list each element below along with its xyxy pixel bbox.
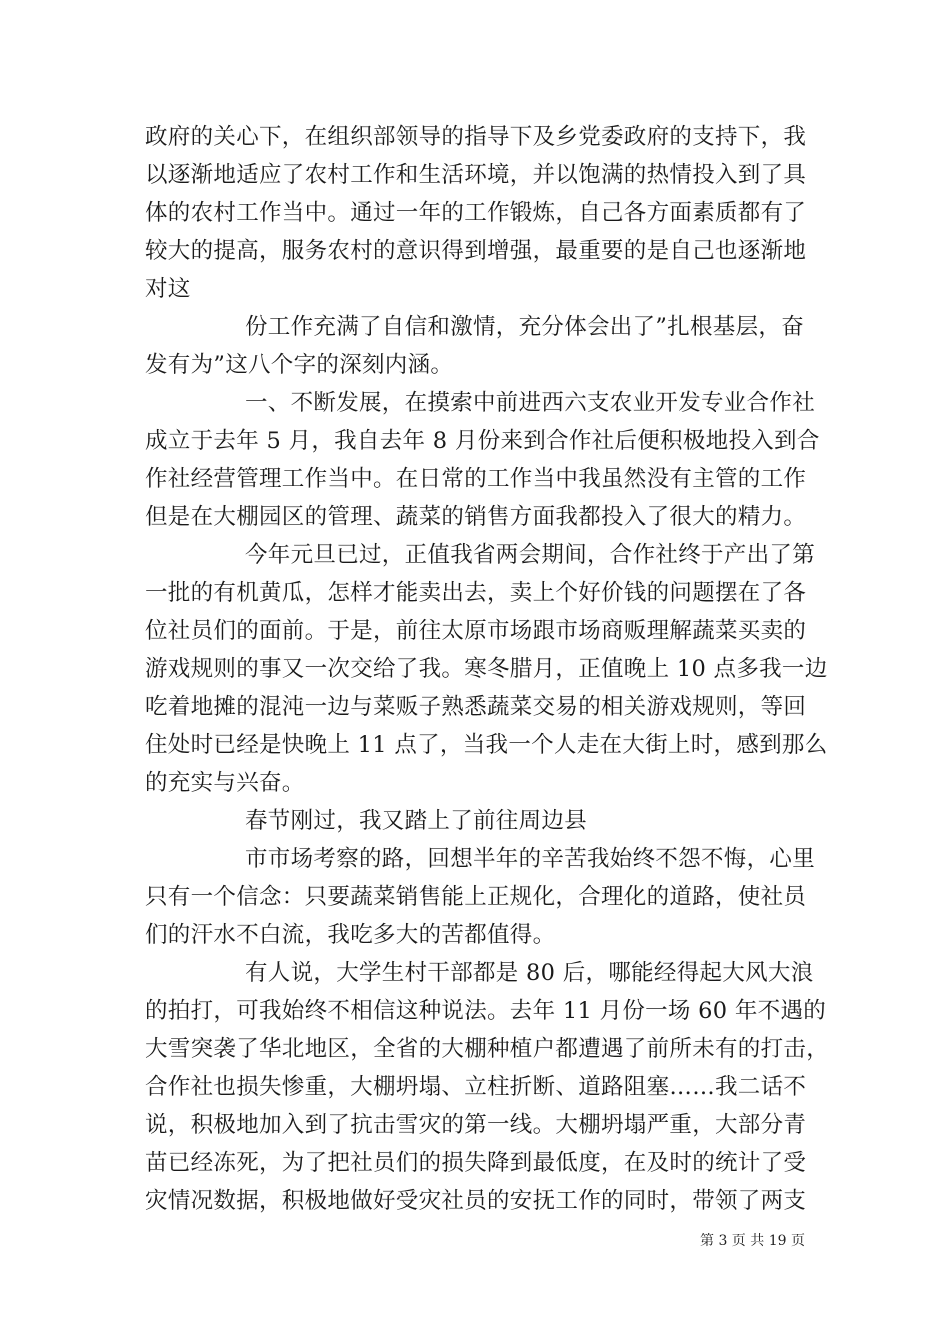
text-line: 但是在大棚园区的管理、蔬菜的销售方面我都投入了很大的精力。 (145, 504, 807, 530)
text-line: 作社经营管理工作当中。在日常的工作当中我虽然没有主管的工作 (145, 466, 807, 492)
text-line: 大雪突袭了华北地区，全省的大棚种植户都遭遇了前所未有的打击， (145, 1036, 830, 1062)
text-line: 们的汗水不白流，我吃多大的苦都值得。 (145, 922, 556, 948)
text-line: 游戏规则的事又一次交给了我。寒冬腊月，正值晚上 10 点多我一边 (145, 656, 828, 682)
text-line: 的拍打，可我始终不相信这种说法。去年 11 月份一场 60 年不遇的 (145, 998, 827, 1024)
section-heading-line: 一、不断发展，在摸索中前进西六支农业开发专业合作社 (245, 390, 816, 416)
paragraph-first-line: 春节刚过，我又踏上了前往周边县 (245, 808, 588, 834)
text-line: 发有为”这八个字的深刻内涵。 (145, 352, 454, 378)
paragraph-first-line: 市市场考察的路，回想半年的辛苦我始终不怨不悔，心里 (245, 846, 816, 872)
text-line: 灾情况数据，积极地做好受灾社员的安抚工作的同时，带领了两支 (145, 1188, 807, 1214)
text-line: 合作社也损失惨重，大棚坍塌、立柱折断、道路阻塞……我二话不 (145, 1074, 807, 1100)
text-line: 住处时已经是快晚上 11 点了，当我一个人走在大街上时，感到那么 (145, 732, 828, 758)
paragraph-first-line: 有人说，大学生村干部都是 80 后，哪能经得起大风大浪 (245, 960, 814, 986)
text-line: 体的农村工作当中。通过一年的工作锻炼，自己各方面素质都有了 (145, 200, 807, 226)
text-line: 吃着地摊的混沌一边与菜贩子熟悉蔬菜交易的相关游戏规则，等回 (145, 694, 807, 720)
text-line: 以逐渐地适应了农村工作和生活环境，并以饱满的热情投入到了具 (145, 162, 807, 188)
text-line: 政府的关心下，在组织部领导的指导下及乡党委政府的支持下，我 (145, 124, 807, 150)
text-line: 对这 (145, 276, 191, 302)
paragraph-first-line: 份工作充满了自信和激情，充分体会出了”扎根基层，奋 (245, 314, 805, 340)
paragraph-first-line: 今年元旦已过，正值我省两会期间，合作社终于产出了第 (245, 542, 816, 568)
text-line: 苗已经冻死，为了把社员们的损失降到最低度，在及时的统计了受 (145, 1150, 807, 1176)
text-line: 较大的提高，服务农村的意识得到增强，最重要的是自己也逐渐地 (145, 238, 807, 264)
text-line: 只有一个信念：只要蔬菜销售能上正规化，合理化的道路，使社员 (145, 884, 807, 910)
text-line: 位社员们的面前。于是，前往太原市场跟市场商贩理解蔬菜买卖的 (145, 618, 807, 644)
text-line: 成立于去年 5 月，我自去年 8 月份来到合作社后便积极地投入到合 (145, 428, 820, 454)
text-line: 说，积极地加入到了抗击雪灾的第一线。大棚坍塌严重，大部分青 (145, 1112, 807, 1138)
text-line: 一批的有机黄瓜，怎样才能卖出去，卖上个好价钱的问题摆在了各 (145, 580, 807, 606)
page-number-footer: 第 3 页 共 19 页 (700, 1233, 805, 1249)
text-line: 的充实与兴奋。 (145, 770, 305, 796)
